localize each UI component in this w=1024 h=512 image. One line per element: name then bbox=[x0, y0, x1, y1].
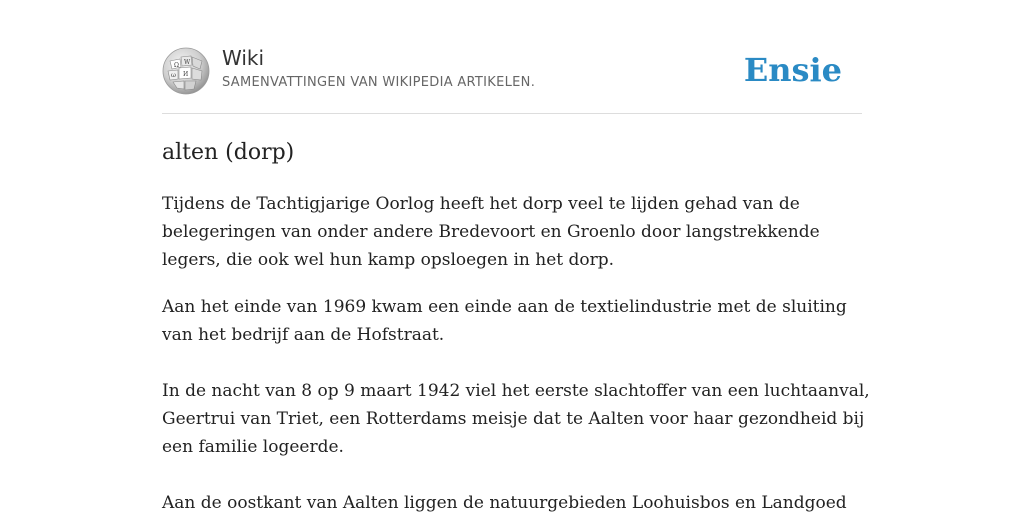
paragraph-line: legers, die ook wel hun kamp opsloegen in het dorp. bbox=[162, 250, 615, 270]
brand-logo-link[interactable]: Ensie bbox=[743, 51, 842, 89]
paragraph-line: Aan het einde van 1969 kwam een einde aan de textielindustrie met de sluiting bbox=[162, 297, 847, 317]
paragraph-line: In de nacht van 8 op 9 maart 1942 viel het eerste slachtoffer van een luchtaanval, bbox=[162, 381, 870, 401]
paragraph-line: belegeringen van onder andere Bredevoort en Groenlo door langstrekkende bbox=[162, 222, 820, 242]
page-container bbox=[162, 0, 870, 512]
svg-text:ω: ω bbox=[171, 72, 176, 79]
article-paragraph bbox=[162, 190, 862, 274]
paragraph-line: Aan de oostkant van Aalten liggen de natuurgebieden Loohuisbos en Landgoed bbox=[162, 493, 847, 512]
header-divider bbox=[162, 113, 862, 114]
svg-text:И: И bbox=[183, 71, 189, 78]
wikipedia-globe-icon[interactable] bbox=[162, 47, 210, 95]
article-paragraph bbox=[162, 489, 862, 512]
site-header bbox=[162, 46, 862, 96]
site-name[interactable]: Wiki bbox=[222, 46, 265, 70]
site-tagline: SAMENVATTINGEN VAN WIKIPEDIA ARTIKELEN. bbox=[222, 75, 536, 90]
paragraph-line: Geertrui van Triet, een Rotterdams meisje dat te Aalten voor haar gezondheid bij bbox=[162, 409, 865, 429]
paragraph-line: Tijdens de Tachtigjarige Oorlog heeft het dorp veel te lijden gehad van de bbox=[162, 194, 800, 214]
article-paragraph bbox=[162, 293, 862, 349]
svg-text:W: W bbox=[184, 59, 191, 66]
paragraph-line: van het bedrijf aan de Hofstraat. bbox=[162, 325, 445, 345]
article-paragraph bbox=[162, 377, 870, 461]
svg-text:Ω: Ω bbox=[174, 62, 179, 69]
paragraph-line: een familie logeerde. bbox=[162, 437, 344, 457]
page-title: alten (dorp) bbox=[162, 140, 295, 165]
